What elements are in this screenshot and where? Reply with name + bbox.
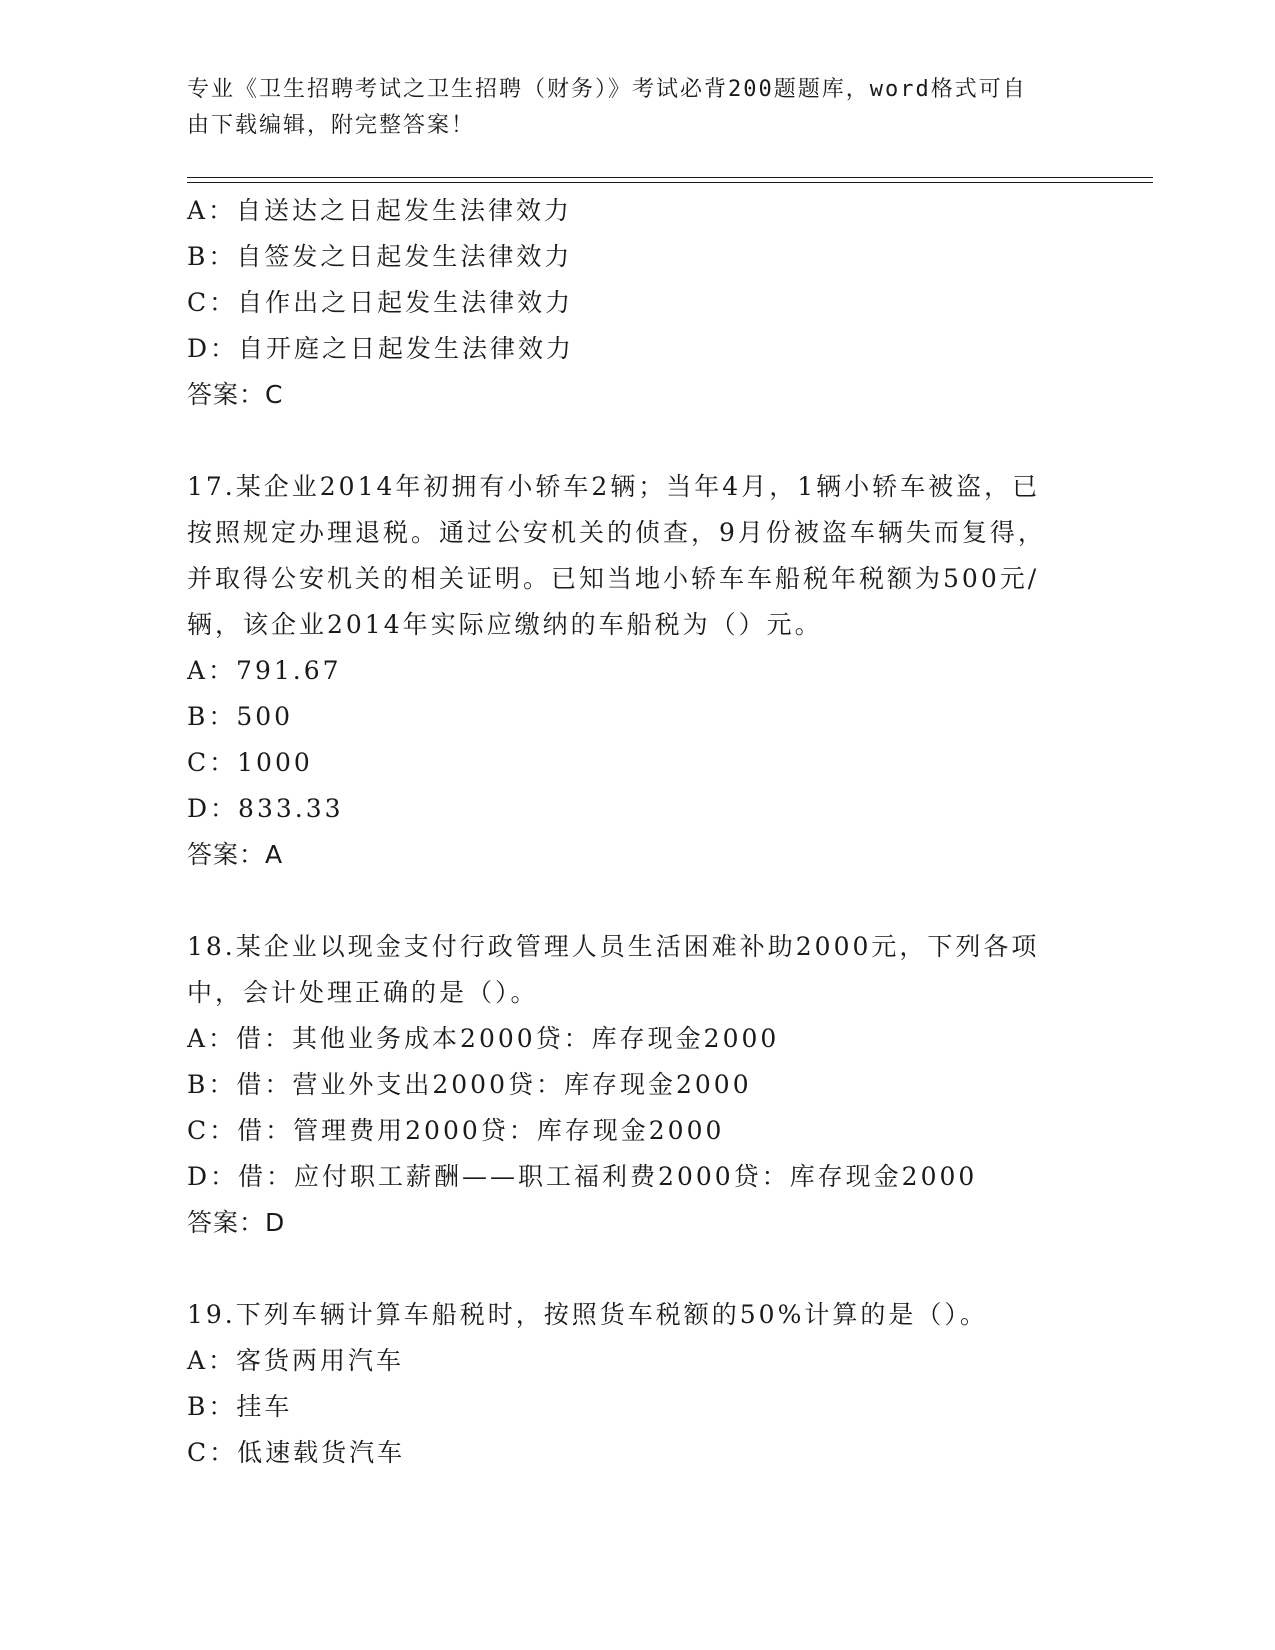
- question-stem-line: 按照规定办理退税。通过公安机关的侦查，9月份被盗车辆失而复得，: [187, 518, 1046, 547]
- answer: 答案：D: [187, 1208, 286, 1237]
- answer: 答案：C: [187, 380, 284, 409]
- option-c: C：低速载货汽车: [187, 1438, 406, 1467]
- option-c: C：借：管理费用2000贷：库存现金2000: [187, 1116, 725, 1145]
- question-18: [187, 924, 1087, 1246]
- answer: 答案：A: [187, 840, 284, 869]
- spacer: [187, 1246, 1087, 1292]
- option-c: C：自作出之日起发生法律效力: [187, 288, 574, 317]
- option-b: B：挂车: [187, 1392, 293, 1421]
- question-stem-line: 辆，该企业2014年实际应缴纳的车船税为（）元。: [187, 610, 823, 639]
- question-stem-line: 19.下列车辆计算车船税时，按照货车税额的50%计算的是（）。: [187, 1300, 988, 1329]
- option-a: A：客货两用汽车: [187, 1346, 405, 1375]
- option-a: A：借：其他业务成本2000贷：库存现金2000: [187, 1024, 780, 1053]
- question-stem-line: 中，会计处理正确的是（）。: [187, 978, 539, 1007]
- option-c: C：1000: [187, 748, 313, 777]
- option-d: D：833.33: [187, 794, 344, 823]
- question-stem-line: 并取得公安机关的相关证明。已知当地小轿车车船税年税额为500元/: [187, 564, 1040, 593]
- option-a: A：自送达之日起发生法律效力: [187, 196, 573, 225]
- question-list: [187, 188, 1087, 1476]
- option-a: A：791.67: [187, 656, 342, 685]
- header-divider-bottom: [187, 182, 1153, 183]
- option-b: B：自签发之日起发生法律效力: [187, 242, 573, 271]
- option-b: B：500: [187, 702, 294, 731]
- question-17: [187, 464, 1087, 878]
- question-19: [187, 1292, 1087, 1476]
- document-header: [187, 72, 1087, 144]
- option-d: D：借：应付职工薪酬——职工福利费2000贷：库存现金2000: [187, 1162, 978, 1191]
- question-16: [187, 188, 1087, 418]
- spacer: [187, 418, 1087, 464]
- header-line-1: 专业《卫生招聘考试之卫生招聘（财务）》考试必背200题题库，word格式可自: [187, 77, 1027, 102]
- option-b: B：借：营业外支出2000贷：库存现金2000: [187, 1070, 752, 1099]
- spacer: [187, 878, 1087, 924]
- option-d: D：自开庭之日起发生法律效力: [187, 334, 575, 363]
- question-stem-line: 18.某企业以现金支付行政管理人员生活困难补助2000元，下列各项: [187, 932, 1040, 961]
- question-stem-line: 17.某企业2014年初拥有小轿车2辆；当年4月，1辆小轿车被盗，已: [187, 472, 1041, 501]
- header-line-2: 由下载编辑，附完整答案！: [187, 113, 476, 138]
- header-divider-top: [187, 177, 1153, 178]
